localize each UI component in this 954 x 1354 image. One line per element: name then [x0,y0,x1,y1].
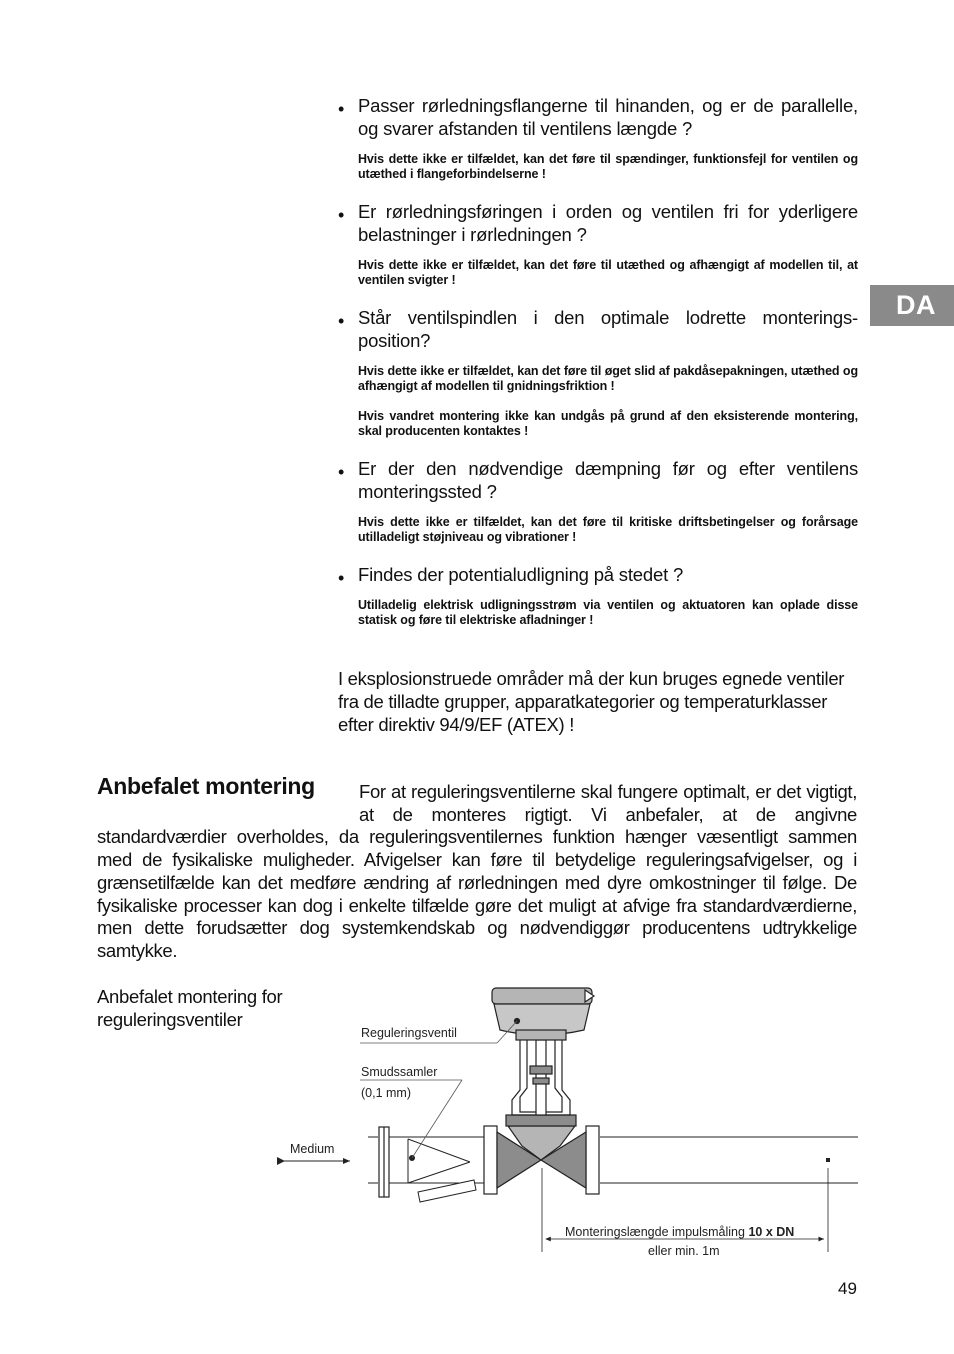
checklist-note: Hvis dette ikke er tilfældet, kan det føre til kritiske driftsbetingelser og forårsage utilladeligt støjniveau og vibrationer ! [358,515,858,544]
checklist-note: Hvis vandret montering ikke kan undgås på grund af den eksisterende montering, skal producenten kontaktes ! [358,409,858,438]
checklist-note: Hvis dette ikke er tilfældet, kan det føre til spændinger, funktionsfejl for ventilen og utæthed i flangeforbindelserne ! [358,152,858,181]
checklist-question: Passer rørledningsflangerne til hinanden, og er de parallelle, og svarer afstanden til ventilens længde ? [358,95,858,139]
checklist-question: Står ventilspindlen i den optimale lodrette monterings-position? [358,307,858,351]
valve-body [497,1115,586,1188]
checklist-question: Findes der potentialudligning på stedet ? [358,564,684,585]
checklist-note: Hvis dette ikke er tilfældet, kan det føre til utæthed og afhængigt af modellen til, at ventilen svigter ! [358,258,858,287]
language-tab: DA [870,285,954,326]
checklist-note: Hvis dette ikke er tilfældet, kan det føre til øget slid af pakdåsepakningen, utæthed og afhængigt af modellen til gnidningsfriktion ! [358,364,858,393]
figure-caption: Anbefalet montering for reguleringsventiler [97,986,283,1030]
mounting-length-value: 10 x DN [748,1225,795,1239]
page-number: 49 [838,1279,857,1298]
atex-note: I eksplosionstruede områder må der kun bruges egnede ventiler fra de tilladte grupper, apparatkategorier og temperaturklasser efter direktiv 94/9/EF (ATEX) ! [338,668,845,735]
impulse-point-icon [826,1158,830,1162]
strainer-label: Smudssamler [361,1065,438,1079]
pipeline [368,1137,858,1183]
valve-yoke [512,1038,570,1115]
checklist-question: Er der den nødvendige dæmpning før og efter ventilens monteringssted ? [358,458,858,502]
bullet-icon: • [338,568,345,588]
valve-label: Reguleringsventil [361,1026,457,1040]
strainer-mesh-label: (0,1 mm) [361,1086,411,1100]
mounting-length-prefix: Monteringslængde impulsmåling [565,1225,749,1239]
strainer-flanges [379,1127,389,1197]
section-body: For at reguleringsventilerne skal fungere optimalt, er det vigtigt, at de monteres rigtigt. Vi anbefaler, at de angivne standardværdier overholdes, da reguleringsventilernes funktion hænger væsentligt sammen med de fysikaliske muligheder. Afvigelser kan føre til betydelige reguleringsafvigelser, og i grænsetilfælde kan det medføre ændring af rørledningen med dyre omkostninger til følge. De fysikaliske processer kan dog i enkelte tilfælde gøre det muligt at afvige fra standardværdierne, men dette forudsætter dog systemkendskab og nødvendiggør producentens udtrykkelige samtykke. [97,781,857,961]
checklist-question: Er rørledningsføringen i orden og ventilen fri for yderligere belastninger i rørledningen ? [358,201,858,245]
minimum-length-label: eller min. 1m [648,1244,720,1258]
bullet-icon: • [338,205,345,225]
medium-label: Medium [290,1142,335,1156]
bullet-icon: • [338,311,345,331]
bullet-icon: • [338,99,345,119]
mounting-length-label [565,1225,794,1239]
section-heading: Anbefalet montering [97,773,315,799]
checklist-note: Utilladelig elektrisk udligningsstrøm via ventilen og aktuatoren kan oplade disse statisk og føre til elektriske afladninger ! [358,598,858,627]
bullet-icon: • [338,462,345,482]
